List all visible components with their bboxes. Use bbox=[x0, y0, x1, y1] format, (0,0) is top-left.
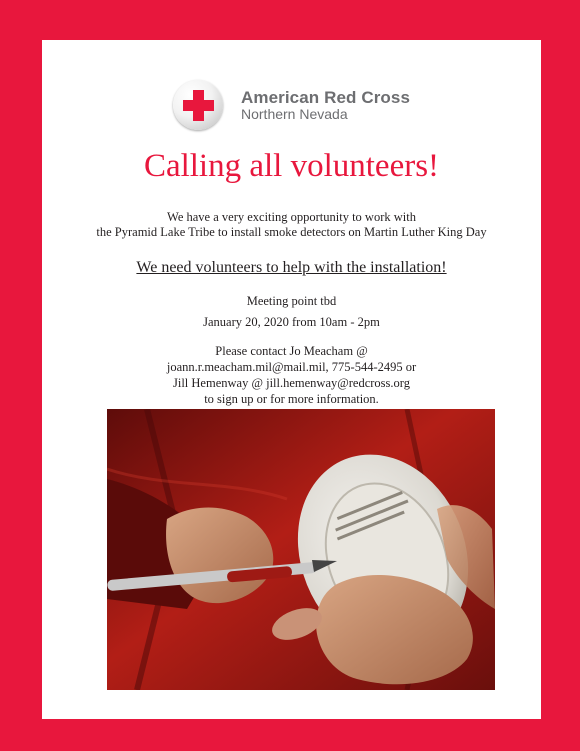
intro-line-1: We have a very exciting opportunity to work with bbox=[167, 210, 416, 224]
intro-line-2: the Pyramid Lake Tribe to install smoke detectors on Martin Luther King Day bbox=[96, 225, 487, 239]
contact-line-3: Jill Hemenway @ jill.hemenway@redcross.org bbox=[173, 376, 410, 390]
contact-line-1: Please contact Jo Meacham @ bbox=[215, 344, 368, 358]
meeting-point: Meeting point tbd bbox=[246, 294, 337, 308]
page-title: Calling all volunteers! bbox=[143, 148, 440, 184]
red-cross-emblem-icon bbox=[173, 80, 223, 130]
event-date-time: January 20, 2020 from 10am - 2pm bbox=[203, 315, 380, 329]
contact-line-2: joann.r.meacham.mil@mail.mil, 775-544-2495 or bbox=[166, 360, 417, 374]
logo-region: Northern Nevada bbox=[241, 106, 348, 122]
contact-line-4: to sign up or for more information. bbox=[204, 392, 379, 406]
volunteer-subheading: We need volunteers to help with the installation! bbox=[136, 259, 447, 276]
flyer-page bbox=[42, 40, 541, 719]
smoke-detector-photo bbox=[107, 409, 495, 690]
logo-org-name: American Red Cross bbox=[241, 88, 411, 107]
red-cross-logo bbox=[173, 80, 423, 136]
